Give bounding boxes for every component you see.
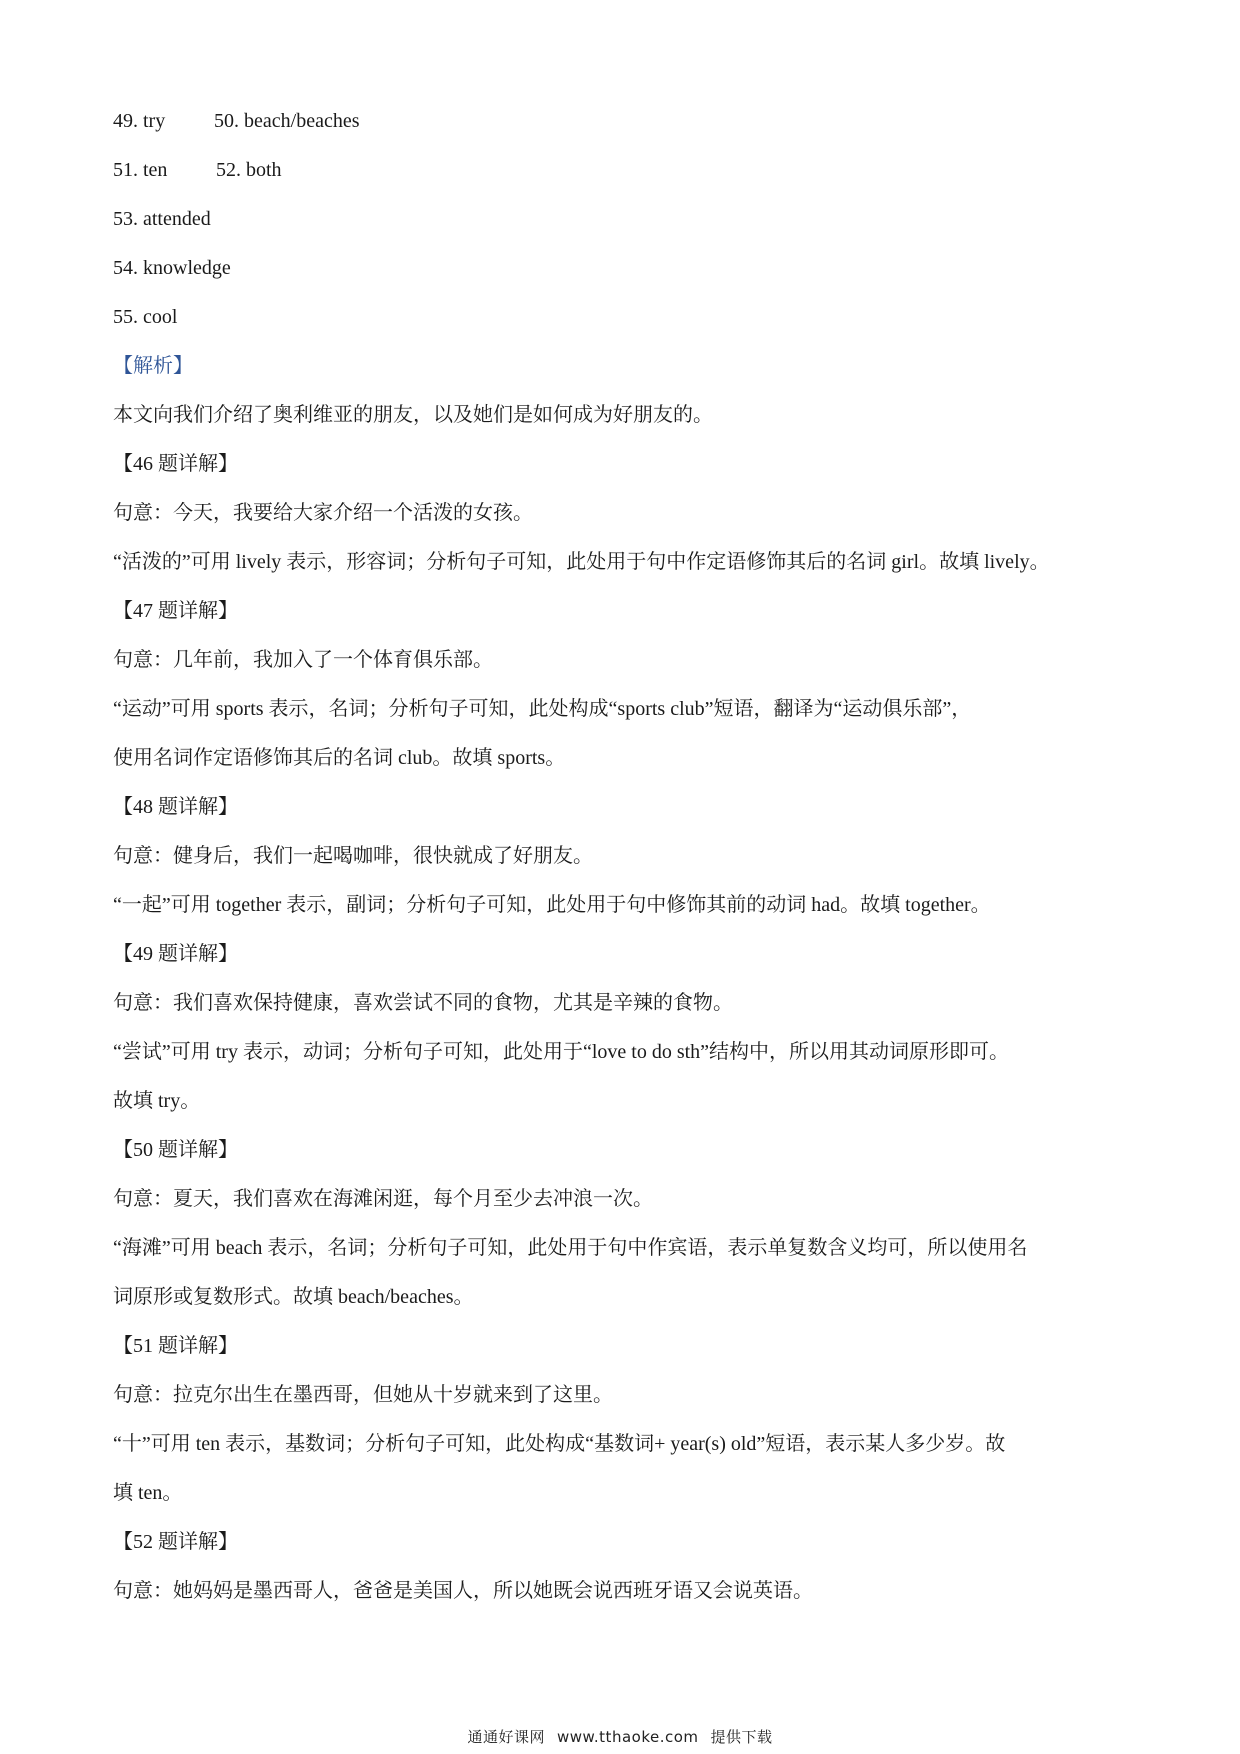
detail-line: 句意：几年前，我加入了一个体育俱乐部。	[113, 649, 493, 671]
answer-item: 54. knowledge	[113, 257, 231, 279]
answer-item: 50. beach/beaches	[214, 110, 360, 132]
detail-heading: 【49 题详解】	[113, 943, 238, 965]
footer-site-name: 通通好课网	[467, 1728, 545, 1746]
detail-line: “尝试”可用 try 表示，动词；分析句子可知，此处用于“love to do sth”结构中，所以用其动词原形即可。	[113, 1041, 1010, 1063]
analysis-heading: 【解析】	[113, 355, 193, 377]
answer-row	[113, 195, 1133, 244]
footer-url[interactable]: www.tthaoke.com	[556, 1728, 699, 1746]
detail-line: 词原形或复数形式。故填 beach/beaches。	[113, 1286, 474, 1308]
detail-line: 使用名词作定语修饰其后的名词 club。故填 sports。	[113, 747, 566, 769]
answer-row	[113, 97, 1133, 146]
detail-heading: 【48 题详解】	[113, 796, 238, 818]
detail-line: “活泼的”可用 lively 表示，形容词；分析句子可知，此处用于句中作定语修饰其后的名词 girl。故填 lively。	[113, 551, 1050, 573]
detail-line: 句意：健身后，我们一起喝咖啡，很快就成了好朋友。	[113, 845, 593, 867]
footer-tagline: 提供下载	[710, 1728, 773, 1746]
page-footer	[0, 1726, 1240, 1747]
detail-line: “海滩”可用 beach 表示，名词；分析句子可知，此处用于句中作宾语，表示单复数含义均可，所以使用名	[113, 1237, 1028, 1259]
detail-line: “一起”可用 together 表示，副词；分析句子可知，此处用于句中修饰其前的动词 had。故填 together。	[113, 894, 991, 916]
detail-heading: 【50 题详解】	[113, 1139, 238, 1161]
analysis-summary: 本文向我们介绍了奥利维亚的朋友，以及她们是如何成为好朋友的。	[113, 404, 713, 426]
document-body	[113, 97, 1133, 1616]
answer-item: 55. cool	[113, 306, 178, 328]
answer-item: 51. ten	[113, 159, 168, 181]
detail-line: 填 ten。	[113, 1482, 183, 1504]
detail-line: 句意：她妈妈是墨西哥人，爸爸是美国人，所以她既会说西班牙语又会说英语。	[113, 1580, 813, 1602]
detail-heading: 【46 题详解】	[113, 453, 238, 475]
detail-heading: 【52 题详解】	[113, 1531, 238, 1553]
detail-heading: 【47 题详解】	[113, 600, 238, 622]
detail-line: 句意：拉克尔出生在墨西哥，但她从十岁就来到了这里。	[113, 1384, 613, 1406]
detail-line: 句意：夏天，我们喜欢在海滩闲逛，每个月至少去冲浪一次。	[113, 1188, 653, 1210]
answer-row	[113, 146, 1133, 195]
answer-item: 49. try	[113, 110, 166, 132]
detail-line: “运动”可用 sports 表示，名词；分析句子可知，此处构成“sports club”短语，翻译为“运动俱乐部”，	[113, 698, 972, 720]
detail-line: 句意：我们喜欢保持健康，喜欢尝试不同的食物，尤其是辛辣的食物。	[113, 992, 733, 1014]
detail-heading: 【51 题详解】	[113, 1335, 238, 1357]
answer-item: 53. attended	[113, 208, 211, 230]
answer-row	[113, 244, 1133, 293]
detail-line: “十”可用 ten 表示，基数词；分析句子可知，此处构成“基数词+ year(s) old”短语，表示某人多少岁。故	[113, 1433, 1006, 1455]
detail-line: 故填 try。	[113, 1090, 201, 1112]
detail-line: 句意：今天，我要给大家介绍一个活泼的女孩。	[113, 502, 533, 524]
answer-row	[113, 293, 1133, 342]
answer-item: 52. both	[216, 159, 282, 181]
